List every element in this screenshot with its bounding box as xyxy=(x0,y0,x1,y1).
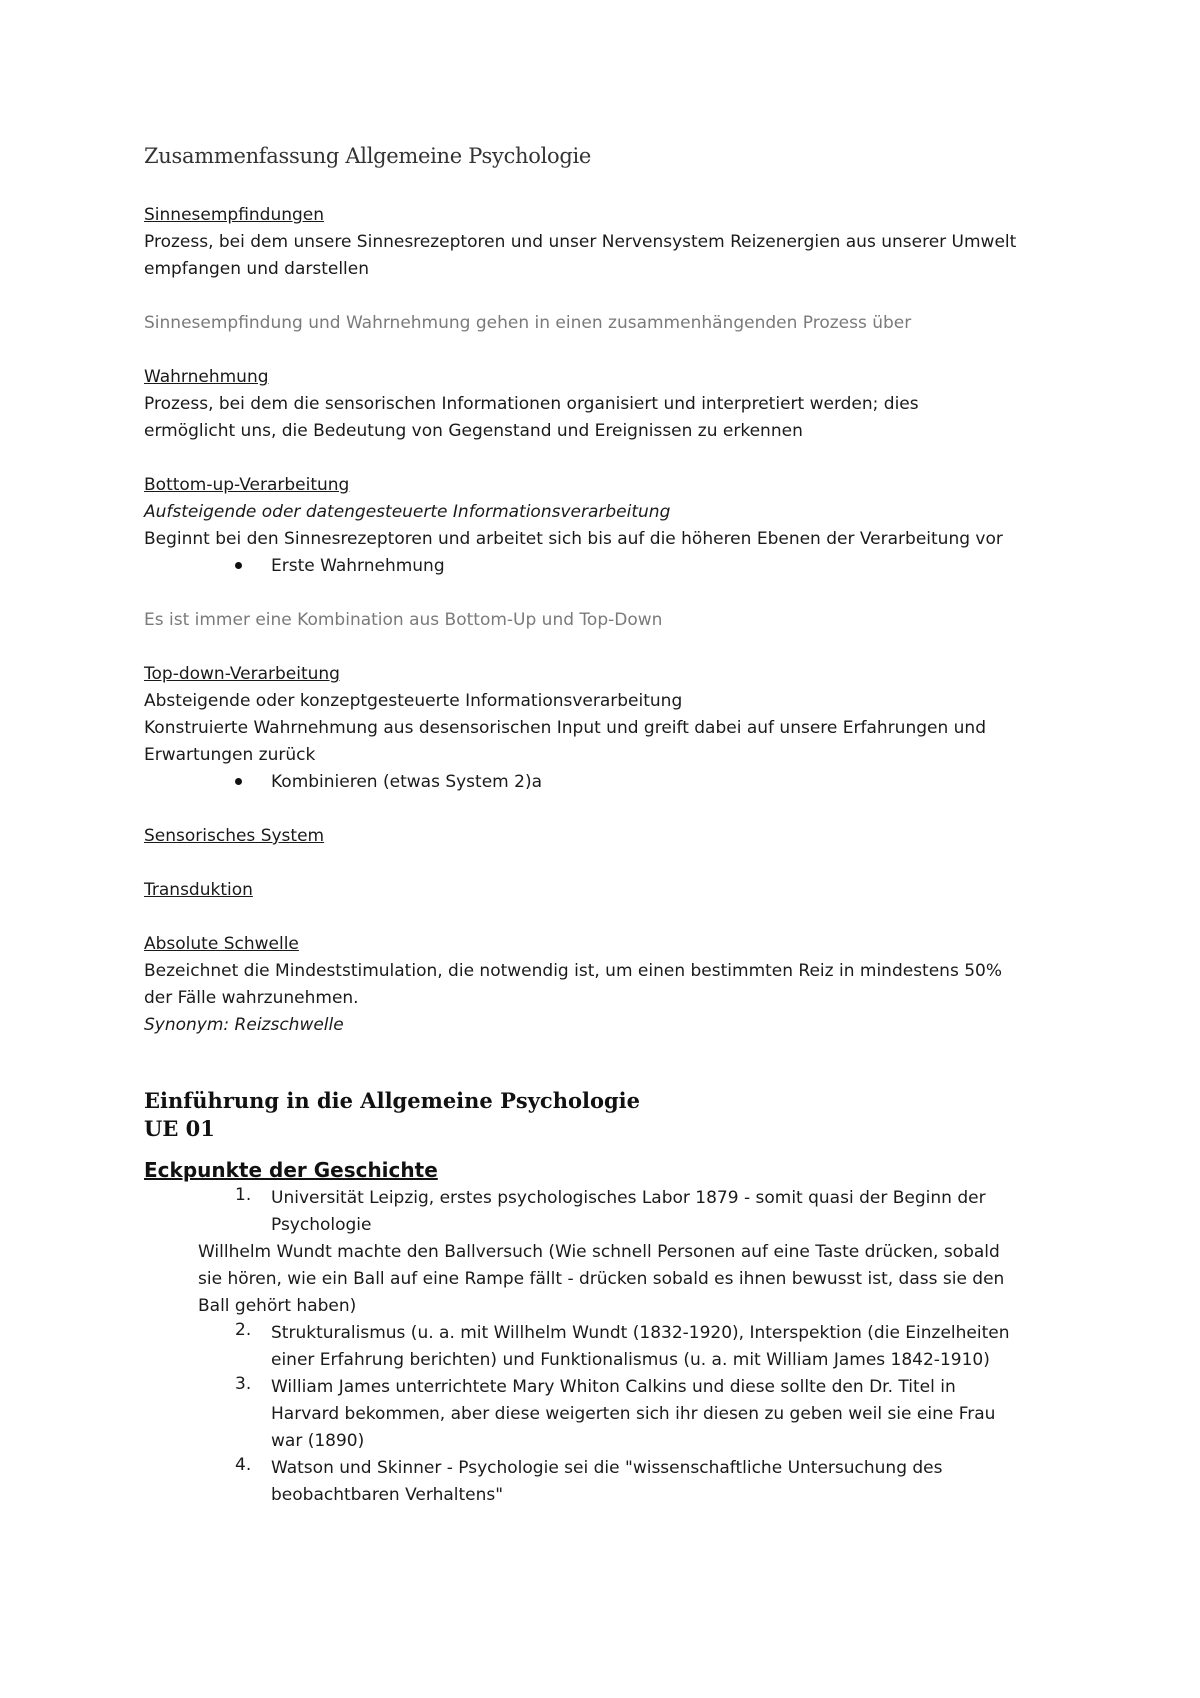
list-number: 1. xyxy=(235,1185,252,1205)
bullet-text: Kombinieren (etwas System 2)a xyxy=(271,772,542,792)
list-line: Harvard bekommen, aber diese weigerten sich ihr diesen zu geben weil sie eine Frau xyxy=(271,1404,996,1424)
note-line: Es ist immer eine Kombination aus Bottom-Up und Top-Down xyxy=(144,610,663,630)
list-line: Psychologie xyxy=(271,1215,372,1235)
subtitle-line: Aufsteigende oder datengesteuerte Informationsverarbeitung xyxy=(144,502,671,522)
document-title: Zusammenfassung Allgemeine Psychologie xyxy=(144,144,592,168)
list-line: war (1890) xyxy=(271,1431,365,1451)
section-subtitle: UE 01 xyxy=(144,1116,215,1141)
heading-top-down: Top-down-Verarbeitung xyxy=(144,664,340,684)
heading-sinnesempfindungen: Sinnesempfindungen xyxy=(144,205,325,225)
paragraph-line: Bezeichnet die Mindeststimulation, die notwendig ist, um einen bestimmten Reiz in mindestens 50% xyxy=(144,961,1002,981)
heading-absolute-schwelle: Absolute Schwelle xyxy=(144,934,299,954)
list-line: beobachtbaren Verhaltens" xyxy=(271,1485,504,1505)
heading-bottom-up: Bottom-up-Verarbeitung xyxy=(144,475,350,495)
bullet-item xyxy=(144,769,1064,796)
list-item xyxy=(144,1374,1064,1455)
paragraph-line: Absteigende oder konzeptgesteuerte Informationsverarbeitung xyxy=(144,691,683,711)
list-number: 4. xyxy=(235,1455,252,1475)
paragraph-line: der Fälle wahrzunehmen. xyxy=(144,988,359,1008)
bullet-text: Erste Wahrnehmung xyxy=(271,556,445,576)
heading-sensorisches-system: Sensorisches System xyxy=(144,826,325,846)
heading-transduktion: Transduktion xyxy=(144,880,253,900)
bullet-icon xyxy=(235,778,242,785)
paragraph-line: Prozess, bei dem die sensorischen Informationen organisiert und interpretiert werden; dies xyxy=(144,394,919,414)
list-item xyxy=(144,1320,1064,1374)
paragraph-line: Konstruierte Wahrnehmung aus desensorischen Input und greift dabei auf unsere Erfahrungen und xyxy=(144,718,986,738)
list-number: 2. xyxy=(235,1320,252,1340)
list-item xyxy=(144,1185,1064,1239)
paragraph-line: sie hören, wie ein Ball auf eine Rampe fällt - drücken sobald es ihnen bewusst ist, dass sie den xyxy=(198,1269,1005,1289)
list-number: 3. xyxy=(235,1374,252,1394)
document-body xyxy=(144,202,1064,1509)
note-line: Sinnesempfindung und Wahrnehmung gehen in einen zusammenhängenden Prozess über xyxy=(144,313,912,333)
list-line: William James unterrichtete Mary Whiton Calkins und diese sollte den Dr. Titel in xyxy=(271,1377,956,1397)
wundt-paragraph xyxy=(144,1239,1064,1320)
bullet-item xyxy=(144,553,1064,580)
list-line: Watson und Skinner - Psychologie sei die "wissenschaftliche Untersuchung des xyxy=(271,1458,943,1478)
paragraph-line: Erwartungen zurück xyxy=(144,745,316,765)
paragraph-line: Willhelm Wundt machte den Ballversuch (Wie schnell Personen auf eine Taste drücken, sobald xyxy=(198,1242,1000,1262)
list-line: Strukturalismus (u. a. mit Willhelm Wundt (1832-1920), Interspektion (die Einzelheiten xyxy=(271,1323,1010,1343)
paragraph-line: ermöglicht uns, die Bedeutung von Gegenstand und Ereignissen zu erkennen xyxy=(144,421,803,441)
list-line: einer Erfahrung berichten) und Funktionalismus (u. a. mit William James 1842-1910) xyxy=(271,1350,990,1370)
bullet-icon xyxy=(235,562,242,569)
section-title: Einführung in die Allgemeine Psychologie xyxy=(144,1088,640,1113)
heading-eckpunkte: Eckpunkte der Geschichte xyxy=(144,1158,438,1182)
paragraph-line: empfangen und darstellen xyxy=(144,259,370,279)
paragraph-line: Beginnt bei den Sinnesrezeptoren und arbeitet sich bis auf die höheren Ebenen der Verarbeitung vor xyxy=(144,529,1003,549)
list-line: Universität Leipzig, erstes psychologisches Labor 1879 - somit quasi der Beginn der xyxy=(271,1188,986,1208)
heading-wahrnehmung: Wahrnehmung xyxy=(144,367,269,387)
paragraph-line: Ball gehört haben) xyxy=(198,1296,357,1316)
list-item xyxy=(144,1455,1064,1509)
synonym-line: Synonym: Reizschwelle xyxy=(144,1015,344,1035)
paragraph-line: Prozess, bei dem unsere Sinnesrezeptoren und unser Nervensystem Reizenergien aus unserer Umwelt xyxy=(144,232,1017,252)
